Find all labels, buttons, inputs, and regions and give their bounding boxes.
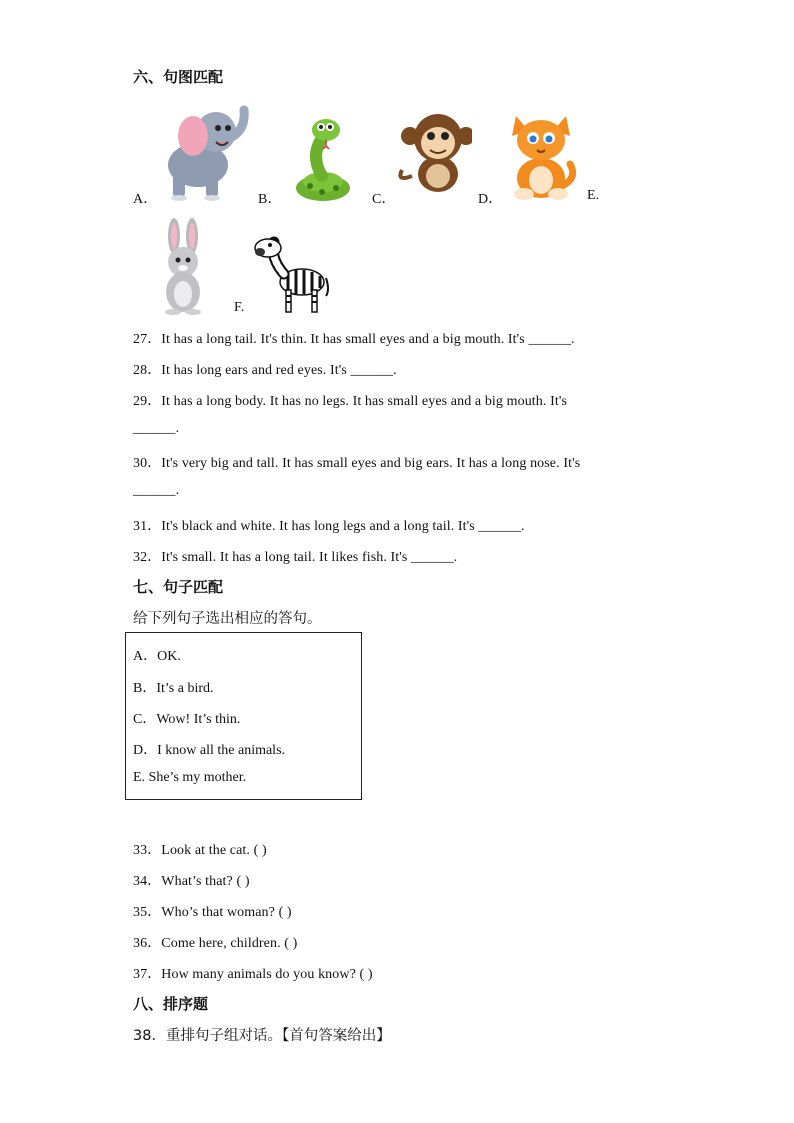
question-27: 27．It has a long tail. It's thin. It has small eyes and a big mouth. It's ______.: [133, 332, 575, 347]
question-30: 30．It's very big and tall. It has small eyes and big ears. It has a long nose. It's: [133, 456, 581, 471]
answer-option-c: C．Wow! It’s thin.: [133, 712, 241, 727]
cat-image: [504, 108, 578, 202]
question-32: 32．It's small. It has a long tail. It likes fish. It's ______.: [133, 550, 458, 565]
section-7-instruction: 给下列句子选出相应的答句。: [133, 611, 322, 627]
question-29: 29．It has a long body. It has no legs. It has small eyes and a big mouth. It's: [133, 394, 568, 409]
option-label-a: A．: [133, 192, 158, 207]
question-31: 31．It's black and white. It has long legs and a long tail. It's ______.: [133, 519, 525, 534]
section-6-title: 六、句图匹配: [133, 68, 224, 86]
rabbit-image: [158, 218, 208, 316]
answer-option-d: D．I know all the animals.: [133, 743, 286, 758]
option-label-d: D．: [478, 192, 503, 207]
option-label-f: F.: [234, 300, 245, 315]
question-37: 37．How many animals do you know? ( ): [133, 967, 373, 982]
question-33: 33．Look at the cat. ( ): [133, 843, 267, 858]
section-7-title: 七、句子匹配: [133, 578, 224, 596]
zebra-image: [254, 234, 330, 316]
section-8-title: 八、排序题: [133, 995, 209, 1013]
question-28: 28．It has long ears and red eyes. It's ______.: [133, 363, 397, 378]
answer-option-a: A．OK.: [133, 649, 181, 664]
question-34: 34．What’s that? ( ): [133, 874, 250, 889]
question-35: 35．Who’s that woman? ( ): [133, 905, 292, 920]
option-label-b: B．: [258, 192, 282, 207]
snake-image: [292, 116, 354, 204]
answer-option-e: E. She’s my mother.: [133, 770, 247, 785]
option-label-c: C．: [372, 192, 396, 207]
answer-option-b: B．It’s a bird.: [133, 681, 214, 696]
option-label-e: E.: [587, 188, 600, 203]
elephant-image: [158, 100, 250, 202]
question-36: 36．Come here, children. ( ): [133, 936, 298, 951]
question-38: 38．重排句子组对话。【首句答案给出】: [133, 1028, 391, 1044]
question-29-blank: ______.: [133, 421, 180, 436]
question-30-blank: ______.: [133, 483, 180, 498]
monkey-image: [398, 112, 472, 194]
